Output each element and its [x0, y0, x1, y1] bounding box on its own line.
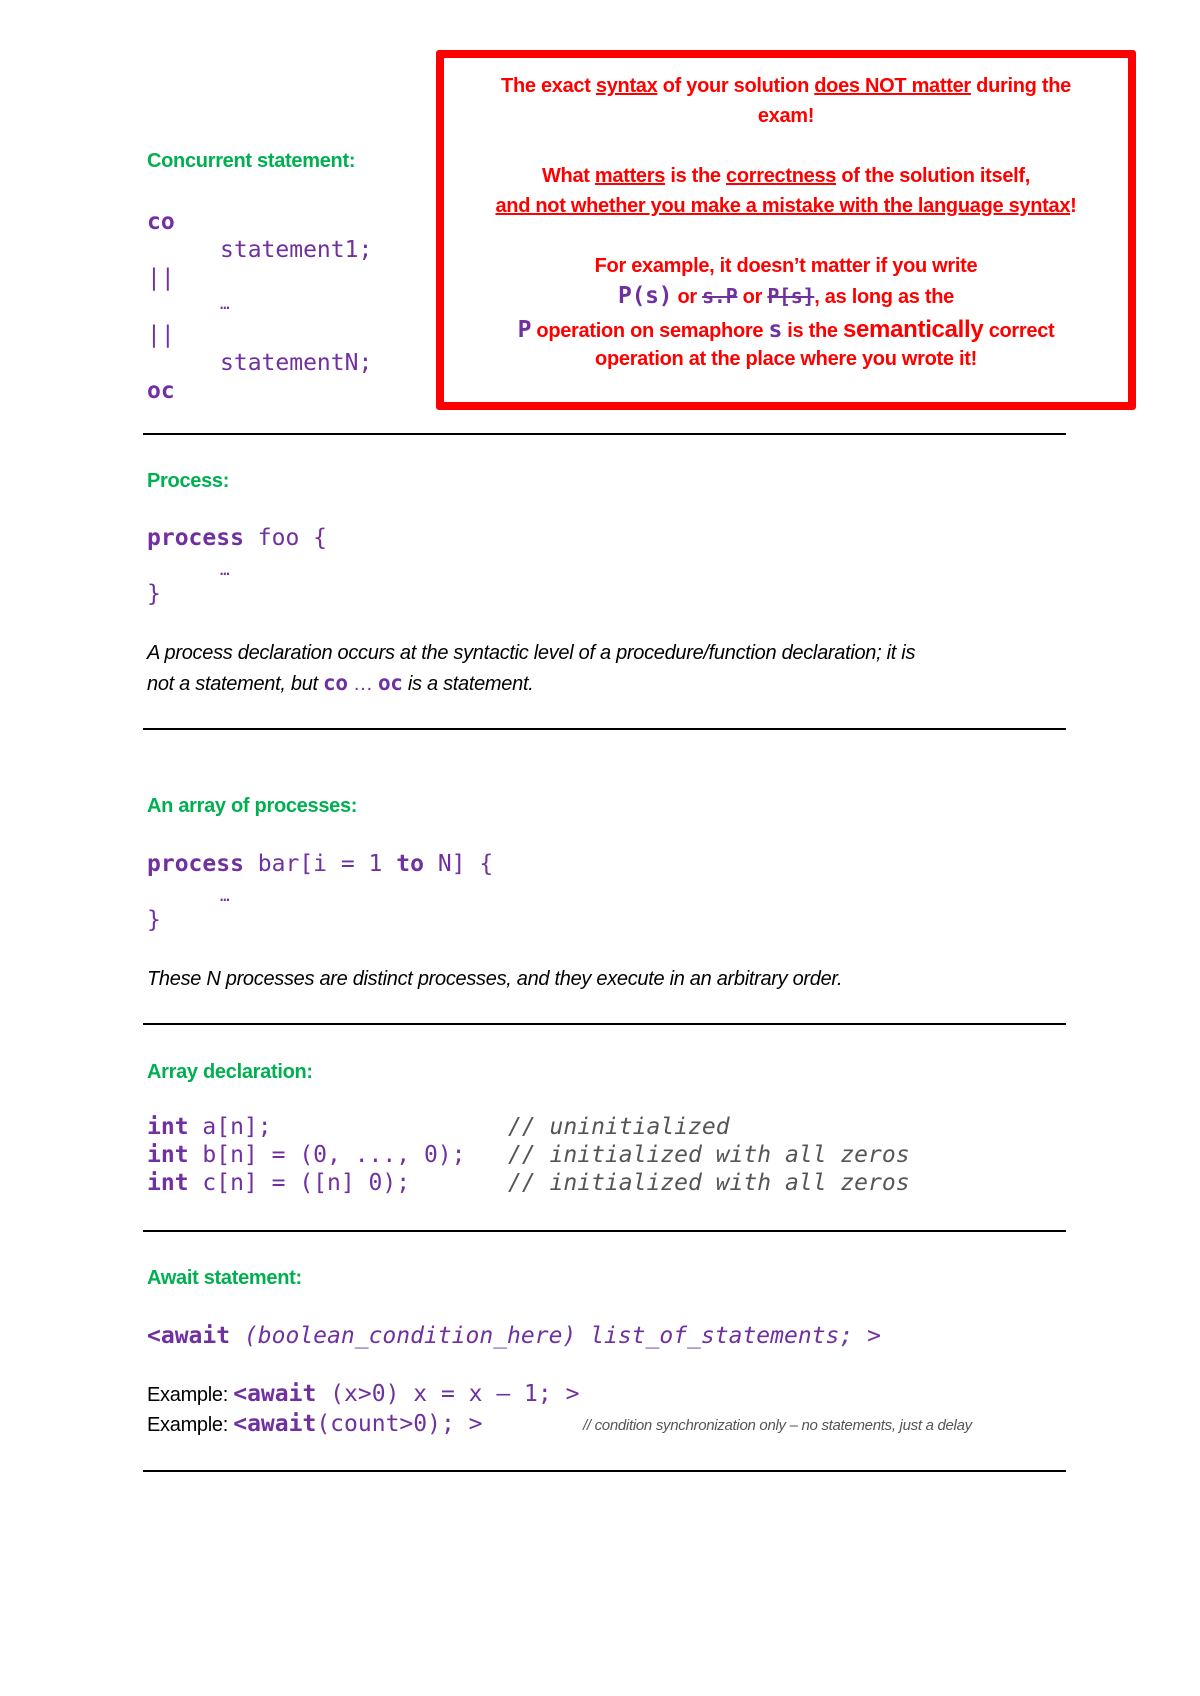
code-keyword: process [147, 525, 244, 551]
array-declaration-heading: Array declaration: [147, 1061, 313, 1083]
code-decl-row [147, 1113, 272, 1141]
code-comment: // initialized with all zeros [508, 1142, 910, 1168]
notice-text: The exact [501, 75, 596, 97]
code-text: foo { [243, 525, 328, 551]
notice-line-4 [444, 195, 1128, 218]
code-keyword: <await [147, 1323, 231, 1349]
notice-text: or [737, 286, 768, 308]
code-ellipsis: … [220, 886, 230, 905]
array-processes-heading: An array of processes: [147, 795, 358, 817]
notice-text-large: semantically [842, 316, 984, 343]
notice-line-2: exam! [757, 105, 815, 127]
notice-text: of the solution itself, [836, 165, 1031, 187]
notice-text: is the [782, 320, 843, 342]
code-parallel-bar-2: || [147, 322, 175, 348]
code-text: (boolean_condition_here) list_of_statements; > [230, 1323, 881, 1349]
code-ellipsis: … [220, 560, 230, 579]
code-process-bar [147, 850, 493, 878]
notice-line-8: operation at the place where you wrote it! [595, 348, 977, 370]
code-close-brace: } [147, 581, 161, 607]
process-description [147, 638, 1067, 699]
code-close-brace: } [147, 907, 161, 933]
description-line: A process declaration occurs at the syntactic level of a procedure/function declaration; it is [147, 642, 916, 664]
notice-line-6 [444, 283, 1128, 309]
notice-text: ! [1070, 195, 1077, 217]
code-await-syntax [147, 1322, 881, 1350]
code-keyword: <await [233, 1411, 317, 1437]
notice-line-5: For example, it doesn’t matter if you write [594, 255, 978, 277]
section-divider [143, 1230, 1066, 1232]
description-line [147, 668, 1067, 699]
code-comment: // initialized with all zeros [508, 1170, 910, 1196]
notice-text: , as long as the [814, 286, 954, 308]
code-oc: oc [147, 378, 175, 404]
notice-line-1 [444, 75, 1128, 98]
await-heading: Await statement: [147, 1267, 302, 1289]
description-text: not a statement, but [147, 673, 324, 695]
notice-line-7 [444, 316, 1128, 344]
notice-text: is the [665, 165, 727, 187]
notice-line-3 [444, 165, 1128, 188]
concurrent-heading: Concurrent statement: [147, 150, 356, 172]
process-heading: Process: [147, 470, 230, 492]
code-keyword: <await [233, 1381, 317, 1407]
array-processes-description: These N processes are distinct processes, and they execute in an arbitrary order. [147, 968, 843, 990]
code-statement1: statement1; [220, 237, 373, 263]
code-keyword: int [147, 1142, 189, 1168]
notice-text: of your solution [657, 75, 815, 97]
notice-code-struck: P[s] [767, 284, 815, 308]
code-parallel-bar-1: || [147, 265, 175, 291]
notice-code: P [517, 317, 532, 343]
code-ellipsis: … [220, 294, 230, 313]
exam-notice-box [436, 50, 1136, 410]
notice-text-underlined: does NOT matter [814, 75, 971, 97]
code-process-foo [147, 524, 327, 552]
section-divider [143, 1023, 1066, 1025]
notice-text: during the [970, 75, 1071, 97]
notice-text-underlined: and not whether you make a mistake with the language syntax [495, 195, 1071, 217]
code-decl-row [147, 1141, 466, 1169]
code-statementN: statementN; [220, 350, 373, 376]
code-text: b[n] = (0, ..., 0); [188, 1142, 466, 1168]
code-text: (count>0); > [316, 1411, 483, 1437]
await-example-comment: // condition synchronization only – no statements, just a delay [583, 1417, 972, 1434]
description-text: is a statement. [402, 673, 534, 695]
notice-text-underlined: correctness [726, 165, 837, 187]
inline-code: co [323, 671, 348, 695]
notice-code: P(s) [618, 283, 673, 309]
inline-code: oc [377, 671, 403, 695]
notice-code: s [768, 317, 782, 343]
example-label: Example: [147, 1384, 234, 1406]
inline-code: … [347, 673, 378, 695]
code-text: bar[i = 1 [243, 851, 397, 877]
section-divider [143, 433, 1066, 435]
await-example-1 [147, 1380, 579, 1408]
notice-text: What [541, 165, 595, 187]
code-keyword: int [147, 1170, 189, 1196]
notice-text: or [672, 286, 703, 308]
code-co: co [147, 209, 175, 235]
notice-text-underlined: matters [594, 165, 666, 187]
section-divider [143, 728, 1066, 730]
code-text: a[n]; [188, 1114, 272, 1140]
code-text: (x>0) x = x – 1; > [316, 1381, 580, 1407]
notice-text: operation on semaphore [531, 320, 769, 342]
notice-text-underlined: syntax [595, 75, 658, 97]
await-example-2 [147, 1410, 483, 1438]
code-keyword: to [396, 851, 424, 877]
code-text: N] { [423, 851, 494, 877]
code-keyword: process [147, 851, 244, 877]
code-keyword: int [147, 1114, 189, 1140]
notice-code-struck: s.P [702, 284, 738, 308]
example-label: Example: [147, 1414, 234, 1436]
code-comment: // uninitialized [508, 1114, 730, 1140]
notice-text: correct [983, 320, 1055, 342]
code-text: c[n] = ([n] 0); [188, 1170, 411, 1196]
section-divider [143, 1470, 1066, 1472]
code-decl-row [147, 1169, 410, 1197]
